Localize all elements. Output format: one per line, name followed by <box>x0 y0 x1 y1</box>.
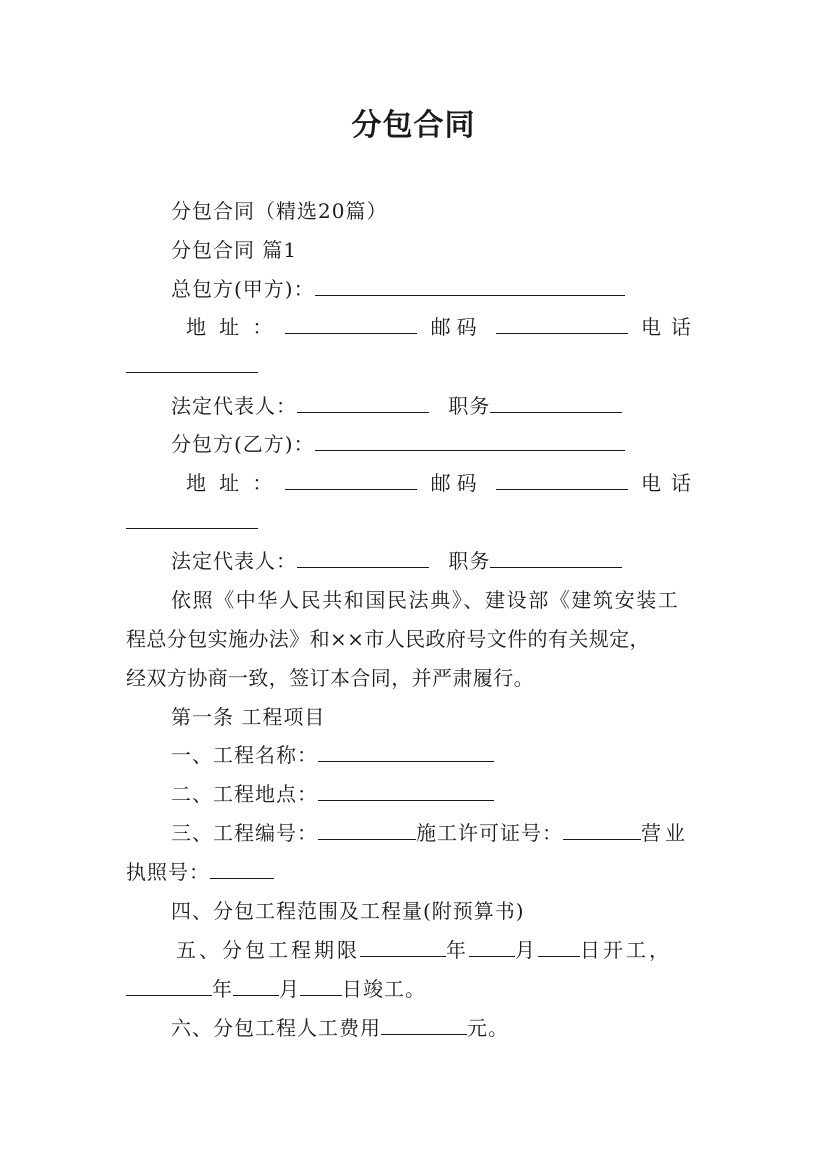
end-day-label: 日竣工。 <box>342 977 426 1001</box>
end-month-blank[interactable] <box>233 977 279 996</box>
legal-rep-label: 法定代表人： <box>171 549 297 573</box>
document-title: 分包合同 <box>351 108 476 143</box>
subcontractor-blank[interactable] <box>315 432 625 451</box>
end-day-blank[interactable] <box>300 977 342 996</box>
postcode-blank-party-b[interactable] <box>496 471 628 490</box>
subcontractor-line <box>171 432 625 456</box>
position-blank-party-a[interactable] <box>490 394 622 413</box>
month-label: 月 <box>279 977 300 1001</box>
phone-blank-line-party-b <box>126 510 258 534</box>
address-label-char-2: 址 <box>219 471 240 495</box>
start-year-blank[interactable] <box>360 938 446 957</box>
address-label-char-1: 地 <box>186 315 206 339</box>
project-location-blank[interactable] <box>318 782 494 801</box>
article-1-heading: 第一条 工程项目 <box>171 705 326 729</box>
general-contractor-blank[interactable] <box>315 277 625 296</box>
position-blank-party-b[interactable] <box>490 549 622 568</box>
intro-paragraph-line-2: 程总分包实施办法》和××市人民政府号文件的有关规定， <box>126 627 650 651</box>
item-6-line <box>171 1016 509 1040</box>
year-label: 年 <box>446 938 469 962</box>
item-1-line <box>171 743 494 767</box>
phone-label: 电话 <box>640 471 701 495</box>
general-contractor-line <box>171 277 625 301</box>
intro-paragraph-line-1: 依照《中华人民共和国民法典》、建设部《建筑安装工 <box>171 588 680 612</box>
item-2-line <box>171 782 494 806</box>
month-label: 月 <box>515 938 538 962</box>
address-blank-party-b[interactable] <box>285 471 417 490</box>
phone-label: 电话 <box>640 315 701 339</box>
address-blank-party-a[interactable] <box>285 315 417 334</box>
period-label: 五、分包工程期限 <box>176 938 360 962</box>
subtitle: 分包合同（精选20篇） <box>171 199 388 223</box>
business-license-blank[interactable] <box>210 860 274 879</box>
general-contractor-label: 总包方(甲方)： <box>171 277 315 301</box>
item-4-line: 四、分包工程范围及工程量(附预算书) <box>171 899 525 923</box>
phone-blank-party-b[interactable] <box>126 510 258 529</box>
position-label: 职务 <box>448 549 491 573</box>
phone-blank-party-a[interactable] <box>126 354 258 373</box>
labor-cost-label: 六、分包工程人工费用 <box>171 1016 381 1040</box>
start-month-blank[interactable] <box>469 938 515 957</box>
start-day-label: 日开工， <box>580 938 672 962</box>
legal-rep-line-party-b <box>171 549 622 573</box>
item-3-continued-line <box>126 860 274 884</box>
address-line-party-b <box>186 471 701 495</box>
permit-label: 施工许可证号： <box>416 821 563 845</box>
phone-blank-line-party-a <box>126 354 258 378</box>
project-name-label: 一、工程名称： <box>171 743 318 767</box>
project-location-label: 二、工程地点： <box>171 782 318 806</box>
yuan-label: 元。 <box>467 1016 509 1040</box>
address-label-char-2: 址 <box>219 315 240 339</box>
item-3-line <box>171 821 689 845</box>
year-label: 年 <box>212 977 233 1001</box>
postcode-label: 邮码 <box>430 315 483 339</box>
project-number-blank[interactable] <box>318 821 416 840</box>
legal-rep-blank-party-b[interactable] <box>297 549 429 568</box>
postcode-label: 邮码 <box>430 471 483 495</box>
item-5-continued-line <box>126 977 426 1001</box>
address-colon: ： <box>252 471 273 495</box>
legal-rep-label: 法定代表人： <box>171 394 297 418</box>
address-line-party-a <box>186 315 701 339</box>
project-name-blank[interactable] <box>318 743 494 762</box>
legal-rep-blank-party-a[interactable] <box>297 394 429 413</box>
project-number-label: 三、工程编号： <box>171 821 318 845</box>
subcontractor-label: 分包方(乙方)： <box>171 432 315 456</box>
section-heading: 分包合同 篇1 <box>171 238 298 262</box>
business-license-label-part-1: 营业 <box>641 821 689 845</box>
position-label: 职务 <box>448 394 491 418</box>
address-colon: ： <box>252 315 273 339</box>
labor-cost-blank[interactable] <box>381 1016 467 1035</box>
legal-rep-line-party-a <box>171 394 622 418</box>
start-day-blank[interactable] <box>538 938 580 957</box>
address-label-char-1: 地 <box>186 471 206 495</box>
business-license-label-part-2: 执照号： <box>126 860 210 884</box>
end-year-blank[interactable] <box>126 977 212 996</box>
postcode-blank-party-a[interactable] <box>496 315 628 334</box>
permit-blank[interactable] <box>563 821 641 840</box>
intro-paragraph-line-3: 经双方协商一致，签订本合同，并严肃履行。 <box>126 666 534 690</box>
item-5-line <box>176 938 672 962</box>
